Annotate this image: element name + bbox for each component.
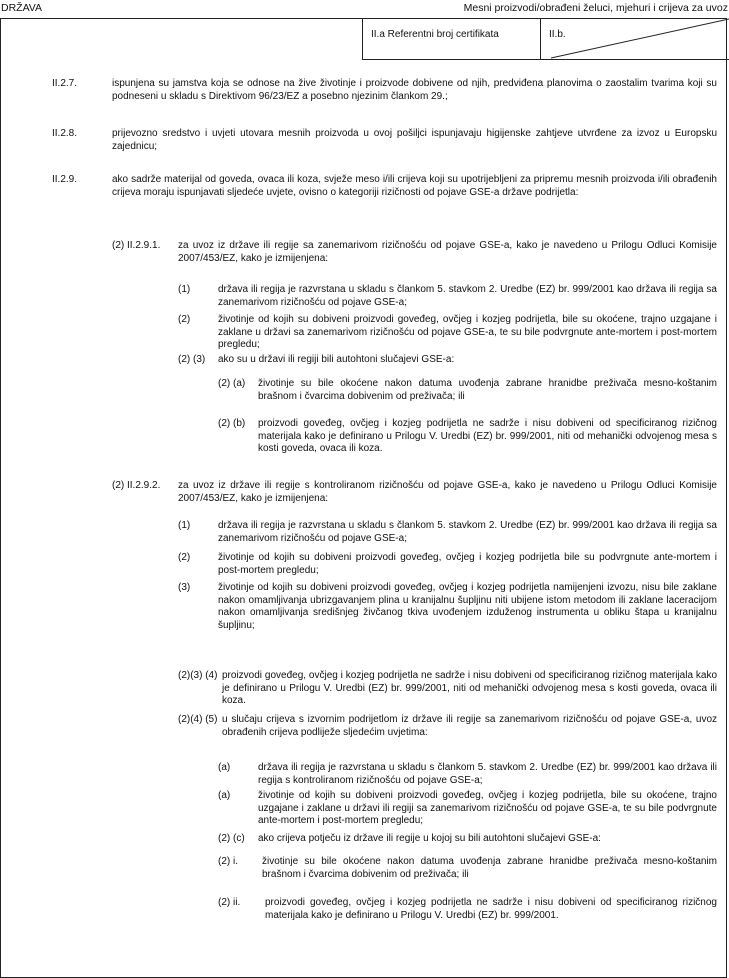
clause-number: (2) ii. bbox=[218, 897, 241, 908]
clause-text: životinje od kojih su dobiveni proizvodi goveđeg, ovčjeg i kozjeg podrijetla, bile su okoćene, trajno uzgajane i zaklane u državi ili regiji sa zanemarivom rizičnošću od pojave GSE-a, te su bile podvrgnute ante-mortem i post-mortem pregledu; bbox=[258, 790, 717, 827]
clause-number: (1) bbox=[178, 284, 191, 295]
clause-number: (3) bbox=[178, 582, 191, 593]
reference-box bbox=[362, 18, 729, 60]
clause-text: u slučaju crijeva s izvornim podrijetlom iz države ili regije sa zanemarivom rizičnošću od pojave GSE-a, uvoz obrađenih crijeva podliježe sljedećim uvjetima: bbox=[222, 714, 717, 738]
clause-number: (a) bbox=[218, 762, 231, 773]
clause-text: država ili regija je razvrstana u skladu s člankom 5. stavkom 2. Uredbe (EZ) br. 999/2001 kao država ili regija sa zanemarivom rizičnošću od pojave GSE-a; bbox=[218, 284, 717, 308]
clause-text: životinje su bile okoćene nakon datuma uvođenja zabrane hranidbe preživača mesno-koštanim brašnom i čvarcima dobivenim od preživača; ili bbox=[258, 378, 717, 402]
header-title: Mesni proizvodi/obrađeni želuci, mjehuri i crijeva za uvoz bbox=[463, 2, 728, 14]
clause-number: II.2.9. bbox=[52, 174, 78, 185]
clause-number: (2) (b) bbox=[218, 418, 246, 429]
clause-text: ako su u državi ili regiji bili autohtoni slučajevi GSE-a: bbox=[218, 354, 455, 365]
clause-text: životinje od kojih su dobiveni proizvodi goveđeg, ovčjeg i kozjeg podrijetla namijenjeni izvozu, nisu bile zaklane nakon omamljivanja ubrizgavanjem plina u kranijalnu šupljinu niti ubijene istom metodom ili zaklane laceracijom nakon omamljivanja središnjeg živčanog tkiva uvođenjem izduženog instrumenta u obliku štapa u kranijalnu šupljinu; bbox=[218, 582, 717, 631]
clause-number: (2) II.2.9.1. bbox=[112, 240, 161, 251]
clause-text: država ili regija je razvrstana u skladu s člankom 5. stavkom 2. Uredbe (EZ) br. 999/2001 kao država ili regija sa zanemarivom rizičnošću od pojave GSE-a; bbox=[218, 520, 717, 544]
clause-text: životinje od kojih su dobiveni proizvodi goveđeg, ovčjeg i kozjeg podrijetla, bile su okoćene, trajno uzgajane i zaklane u državi sa zanemarivom rizičnošću od pojave GSE-a, te su bile podvrgnute ante-mortem i post-mortem pregledu; bbox=[218, 314, 717, 351]
clause-number: (2) (c) bbox=[218, 833, 245, 844]
clause-number: (a) bbox=[218, 790, 231, 801]
clause-text: životinje su bile okoćene nakon datuma uvođenja zabrane hranidbe preživača mesno-koštanim brašnom i čvarcima dobivenim od preživača; ili bbox=[262, 856, 717, 880]
clause-text: proizvodi goveđeg, ovčjeg i kozjeg podrijetla ne sadrže i nisu dobiveni od specificiranog rizičnog materijala kako je definirano u Prilogu V. Uredbi (EZ) br. 999/2001. bbox=[265, 897, 717, 921]
clause-number: II.2.7. bbox=[52, 78, 78, 89]
clause-number: (2)(3) (4) bbox=[178, 670, 218, 681]
clause-text: za uvoz iz države ili regije s kontroliranom rizičnošću od pojave GSE-a, kako je navedeno u Prilogu Odluci Komisije 2007/453/EZ, kako je izmijenjena: bbox=[178, 480, 717, 504]
clause-number: (2) II.2.9.2. bbox=[112, 480, 161, 491]
clause-text: proizvodi goveđeg, ovčjeg i kozjeg podrijetla ne sadrže i nisu dobiveni od specificiranog rizičnog materijala kako je definirano u Prilogu V. Uredbi (EZ) br. 999/2001, niti od mehanički odvojenog mesa s kosti goveda, ovaca ili koza. bbox=[222, 670, 717, 707]
clause-number: (1) bbox=[178, 520, 191, 531]
reference-iib-label: II.b. bbox=[549, 29, 566, 40]
clause-text: proizvodi goveđeg, ovčjeg i kozjeg podrijetla ne sadrže i nisu dobiveni od specificiranog rizičnog materijala kako je definirano u Prilogu V. Uredbi (EZ) br. 999/2001, niti od mehanički odvojenog mesa s kosti goveda, ovaca ili koza. bbox=[258, 418, 717, 455]
clause-number: (2)(4) (5) bbox=[178, 714, 218, 725]
clause-text: životinje od kojih su dobiveni proizvodi goveđeg, ovčjeg i kozjeg podrijetla bile su podvrgnute ante-mortem i post-mortem pregledu; bbox=[218, 552, 717, 576]
diagonal-strike bbox=[363, 18, 729, 59]
clause-number: (2) bbox=[178, 552, 191, 563]
clause-text: prijevozno sredstvo i uvjeti utovara mesnih proizvoda u ovoj pošiljci ispunjavaju higijenske zahtjeve utvrđene za izvoz u Europsku zajednicu; bbox=[112, 128, 717, 152]
clause-number: (2) (a) bbox=[218, 378, 246, 389]
clause-text: ako crijeva potječu iz države ili regije u kojoj su bili autohtoni slučajevi GSE-a: bbox=[258, 833, 601, 844]
reference-number-label: II.a Referentni broj certifikata bbox=[363, 18, 541, 59]
clause-number: (2) bbox=[178, 314, 191, 325]
header-country: DRŽAVA bbox=[1, 2, 43, 14]
clause-number: (2) i. bbox=[218, 856, 238, 867]
clause-text: ispunjena su jamstva koja se odnose na žive životinje i proizvode dobivene od njih, predviđena planovima o zaostalim tvarima koji su podneseni u skladu s Direktivom 96/23/EZ a posebno njezinim člankom 29.; bbox=[112, 78, 717, 102]
clause-number: (2) (3) bbox=[178, 354, 206, 365]
clause-number: II.2.8. bbox=[52, 128, 78, 139]
clause-text: za uvoz iz države ili regije sa zanemarivom rizičnošću od pojave GSE-a, kako je navedeno u Prilogu Odluci Komisije 2007/453/EZ, kako je izmijenjena: bbox=[178, 240, 717, 264]
clause-text: država ili regija je razvrstana u skladu s člankom 5. stavkom 2. Uredbe (EZ) br. 999/2001 kao država ili regija s kontroliranom rizičnošću od pojave GSE-a; bbox=[258, 762, 717, 786]
clause-text: ako sadrže materijal od goveda, ovaca ili koza, svježe meso i/ili crijeva koji su upotrijebljeni za pripremu mesnih proizvoda i/ili obrađenih crijeva moraju ispunjavati sljedeće uvjete, ovisno o kategoriji rizičnosti od pojave GSE-a države podrijetla: bbox=[112, 174, 717, 198]
